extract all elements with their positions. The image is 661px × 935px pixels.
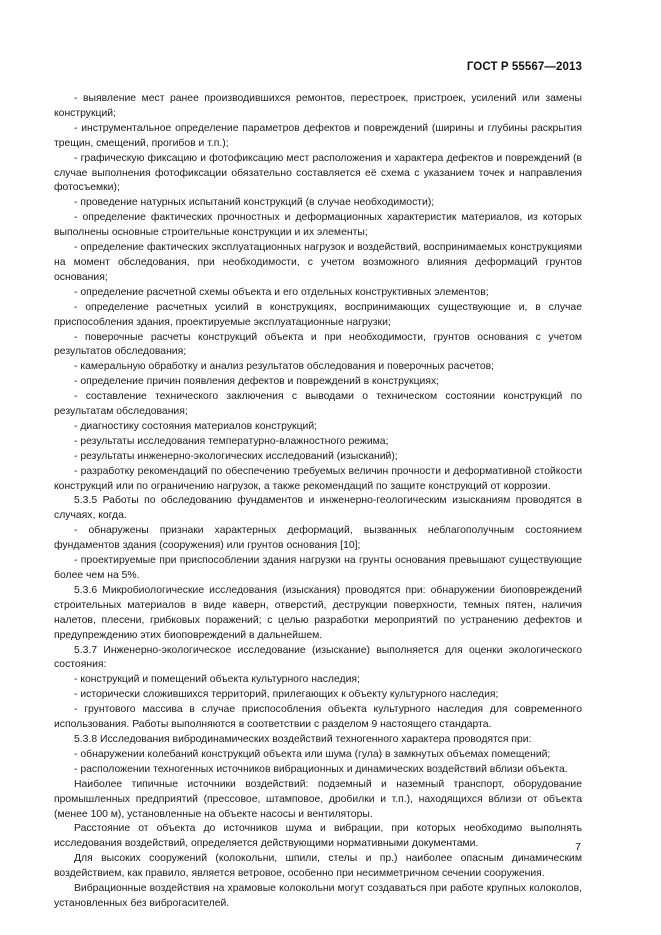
- paragraph: - определение фактических прочностных и деформационных характеристик материалов, из которых выполнены основные строительные конструкции и их элементы;: [54, 212, 582, 239]
- paragraph: - разработку рекомендаций по обеспечению требуемых величин прочности и деформативной стойкости конструкций или по ограничению нагрузок, а также рекомендаций по защите конструкций от коррозии.: [54, 465, 582, 492]
- standard-number: ГОСТ Р 55567—2013: [466, 61, 582, 73]
- paragraph: - определение расчетной схемы объекта и его отдельных конструктивных элементов;: [74, 286, 489, 298]
- paragraph: Вибрационные воздействия на храмовые колокольни могут создаваться при работе крупных колоколов, установленных без виброгасителей.: [54, 883, 582, 909]
- paragraph: - определение фактических эксплуатационных нагрузок и воздействий, воспринимаемых конструкциями на момент обследования, при необходимости, с учетом возможного влияния деформаций грунтов основания;: [54, 242, 582, 283]
- section-5-3-7: 5.3.7 Инженерно-экологическое исследование (изыскание) выполняется для оценки экологического состояния:: [54, 644, 582, 671]
- paragraph: - определение расчетных усилий в конструкциях, воспринимающих существующие и, в случае приспособления здания, проектируемые эксплуатационные нагрузки;: [54, 301, 582, 328]
- paragraph: - определение причин появления дефектов и повреждений в конструкциях;: [74, 376, 440, 388]
- paragraph: Расстояние от объекта до источников шума и вибрации, при которых необходимо выполнять исследования воздействий, определяется действующими нормативными документами.: [54, 823, 582, 850]
- page-number: 7: [575, 841, 581, 853]
- paragraph: - выявление мест ранее производившихся ремонтов, перестроек, пристроек, усилений или замены конструкций;: [54, 93, 582, 119]
- paragraph: - конструкций и помещений объекта культурного наследия;: [74, 674, 360, 686]
- paragraph: - диагностику состояния материалов конструкций;: [74, 420, 318, 432]
- paragraph: - расположении техногенных источников вибрационных и динамических воздействий вблизи объекта.: [74, 763, 568, 775]
- paragraph: - грунтового массива в случае приспособления объекта культурного наследия для современного использования. Работы выполняются в соответствии с разделом 9 настоящего стандарта.: [54, 704, 582, 731]
- paragraph: - обнаружены признаки характерных деформаций, вызванных неблагополучным состоянием фундаментов здания (сооружения) или грунтов основания [10];: [54, 525, 582, 552]
- section-5-3-5: 5.3.5 Работы по обследованию фундаментов и инженерно-геологическим изысканиям проводятся в случаях, когда.: [54, 495, 582, 522]
- paragraph: - проектируемые при приспособлении здания нагрузки на грунты основания превышают существующие более чем на 5%.: [54, 555, 582, 581]
- paragraph: - результаты исследования температурно-влажностного режима;: [74, 435, 389, 447]
- paragraph: - исторически сложившихся территорий, прилегающих к объекту культурного наследия;: [74, 689, 499, 701]
- paragraph: - составление технического заключения с выводами о техническом состоянии конструкций по результатам обследования;: [54, 391, 582, 418]
- section-5-3-6: 5.3.6 Микробиологические исследования (изыскания) проводятся при: обнаружении биоповреждений строительных материалов в виде каверн, отверстий, деструкции поверхности, темных пятен, наличия налетов, плесени, грибковых поражений; с целью разработки мероприятий по устранению дефектов и предупреждению этих биоповреждений в дальнейшем.: [54, 584, 582, 641]
- paragraph: - проведение натурных испытаний конструкций (в случае необходимости);: [74, 197, 435, 209]
- paragraph: - поверочные расчеты конструкций объекта и при необходимости, грунтов основания с учетом результатов обследования;: [54, 331, 582, 358]
- paragraph: - результаты инженерно-экологических исследований (изысканий);: [74, 450, 398, 462]
- paragraph: Наиболее типичные источники воздействий: подземный и наземный транспорт, оборудование промышленных предприятий (прессовое, штамповое, дробилки и т.п.), находящихся вблизи от объекта (менее 100 м), установленные на объекте насосы и вентиляторы.: [54, 778, 582, 820]
- paragraph: - обнаружении колебаний конструкций объекта или шума (гула) в замкнутых объемах помещений;: [74, 748, 551, 760]
- body-text: [54, 92, 582, 912]
- section-5-3-8: 5.3.8 Исследования вибродинамических воздействий техногенного характера проводятся при:: [74, 733, 532, 745]
- paragraph: - инструментальное определение параметров дефектов и повреждений (ширины и глубины раскрытия трещин, смещений, прогибов и т.п.);: [54, 122, 582, 149]
- paragraph: - графическую фиксацию и фотофиксацию мест расположения и характера дефектов и повреждений (в случае выполнения фотофиксации обязательно составляется её схема с указанием точек и направления фотосъемки);: [54, 152, 582, 194]
- paragraph: Для высоких сооружений (колокольни, шпили, стелы и пр.) наиболее опасным динамическим воздействием, как правило, является ветровое, особенно при несимметричном сечении сооружения.: [54, 853, 582, 880]
- paragraph: - камеральную обработку и анализ результатов обследования и поверочных расчетов;: [74, 361, 495, 373]
